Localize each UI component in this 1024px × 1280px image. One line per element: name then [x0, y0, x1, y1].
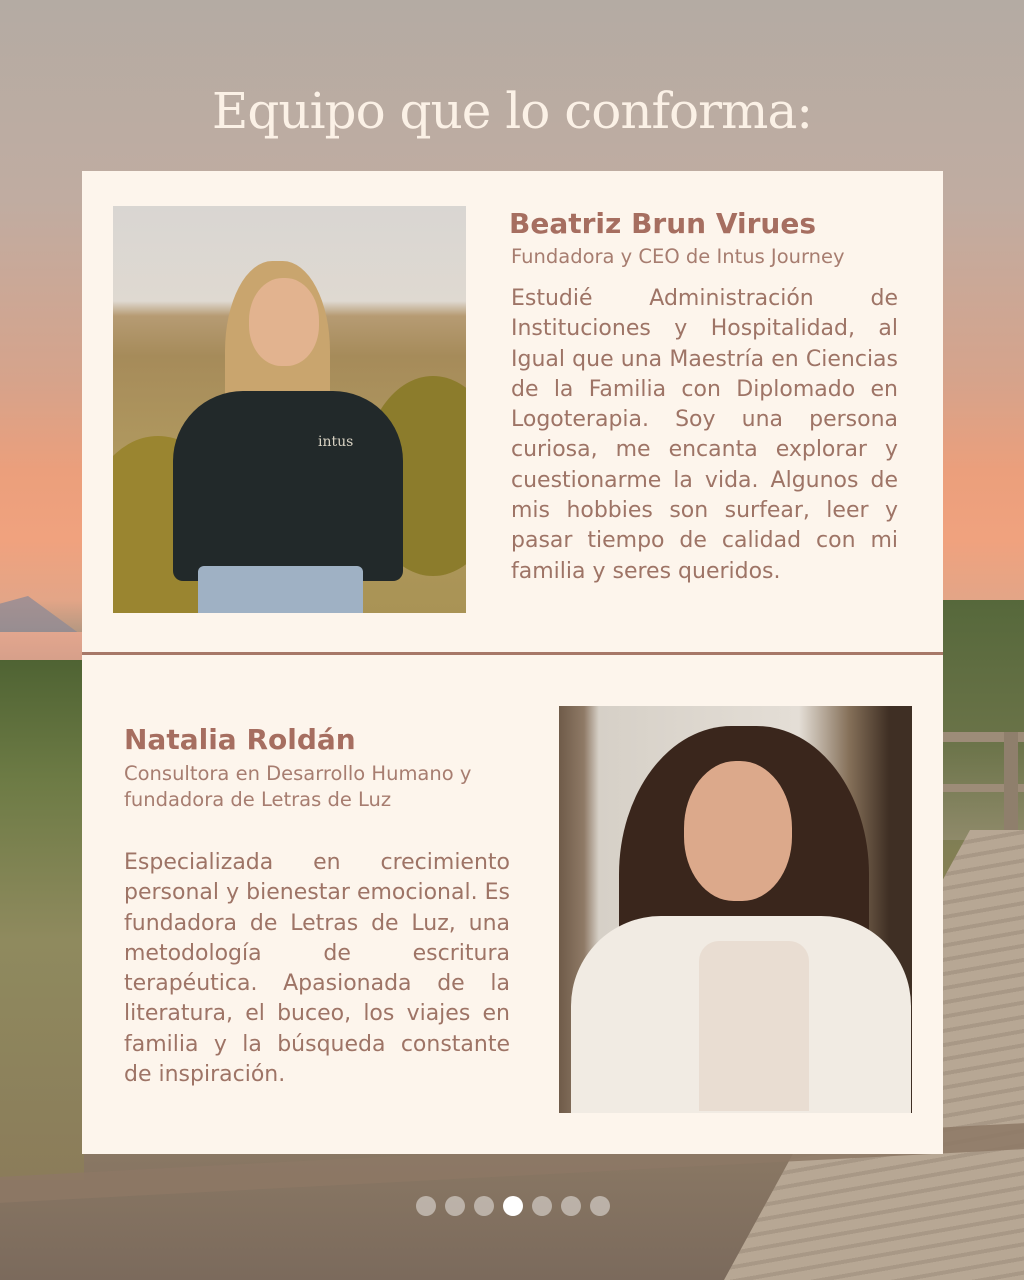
- carousel-dot[interactable]: [561, 1196, 581, 1216]
- face-shape: [249, 278, 319, 366]
- carousel-dot[interactable]: [416, 1196, 436, 1216]
- team-card: [82, 171, 943, 1154]
- member-bio: Estudié Administración de Instituciones y Hospitalidad, al Igual que una Maestría en Ciencias de la Familia con Diplomado en Logoterapia. Soy una persona curiosa, me encanta explorar y cuestionarme la vida. Algunos de mis hobbies son surfear, leer y pasar tiempo de calidad con mi familia y seres queridos.: [511, 286, 898, 584]
- carousel-dot[interactable]: [474, 1196, 494, 1216]
- page-title: Equipo que lo conforma:: [211, 82, 813, 140]
- carousel-dot[interactable]: [532, 1196, 552, 1216]
- sweater-shape: [173, 391, 403, 581]
- section-divider: [82, 652, 943, 655]
- member-role: Consultora en Desarrollo Humano y fundadora de Letras de Luz: [124, 762, 472, 811]
- left-brush: [0, 660, 84, 1180]
- face-shape: [684, 761, 792, 901]
- top-shape: [699, 941, 809, 1111]
- member-name: Natalia Roldán: [124, 723, 356, 756]
- carousel-dot[interactable]: [503, 1196, 523, 1216]
- carousel-dot[interactable]: [590, 1196, 610, 1216]
- member-role: Fundadora y CEO de Intus Journey: [511, 245, 845, 268]
- carousel-indicators: [416, 1196, 610, 1216]
- jeans-shape: [198, 566, 363, 613]
- beatriz-photo: [113, 206, 466, 613]
- carousel-dot[interactable]: [445, 1196, 465, 1216]
- sweater-logo: intus: [318, 434, 354, 450]
- distant-hill: [0, 596, 80, 634]
- natalia-photo: [559, 706, 912, 1113]
- member-name: Beatriz Brun Virues: [509, 207, 817, 240]
- member-bio: Especializada en crecimiento personal y bienestar emocional. Es fundadora de Letras de Luz, una metodología de escritura terapéutica. Apasionada de la literatura, el buceo, los viajes en familia y la búsqueda constante de inspiración.: [124, 850, 510, 1088]
